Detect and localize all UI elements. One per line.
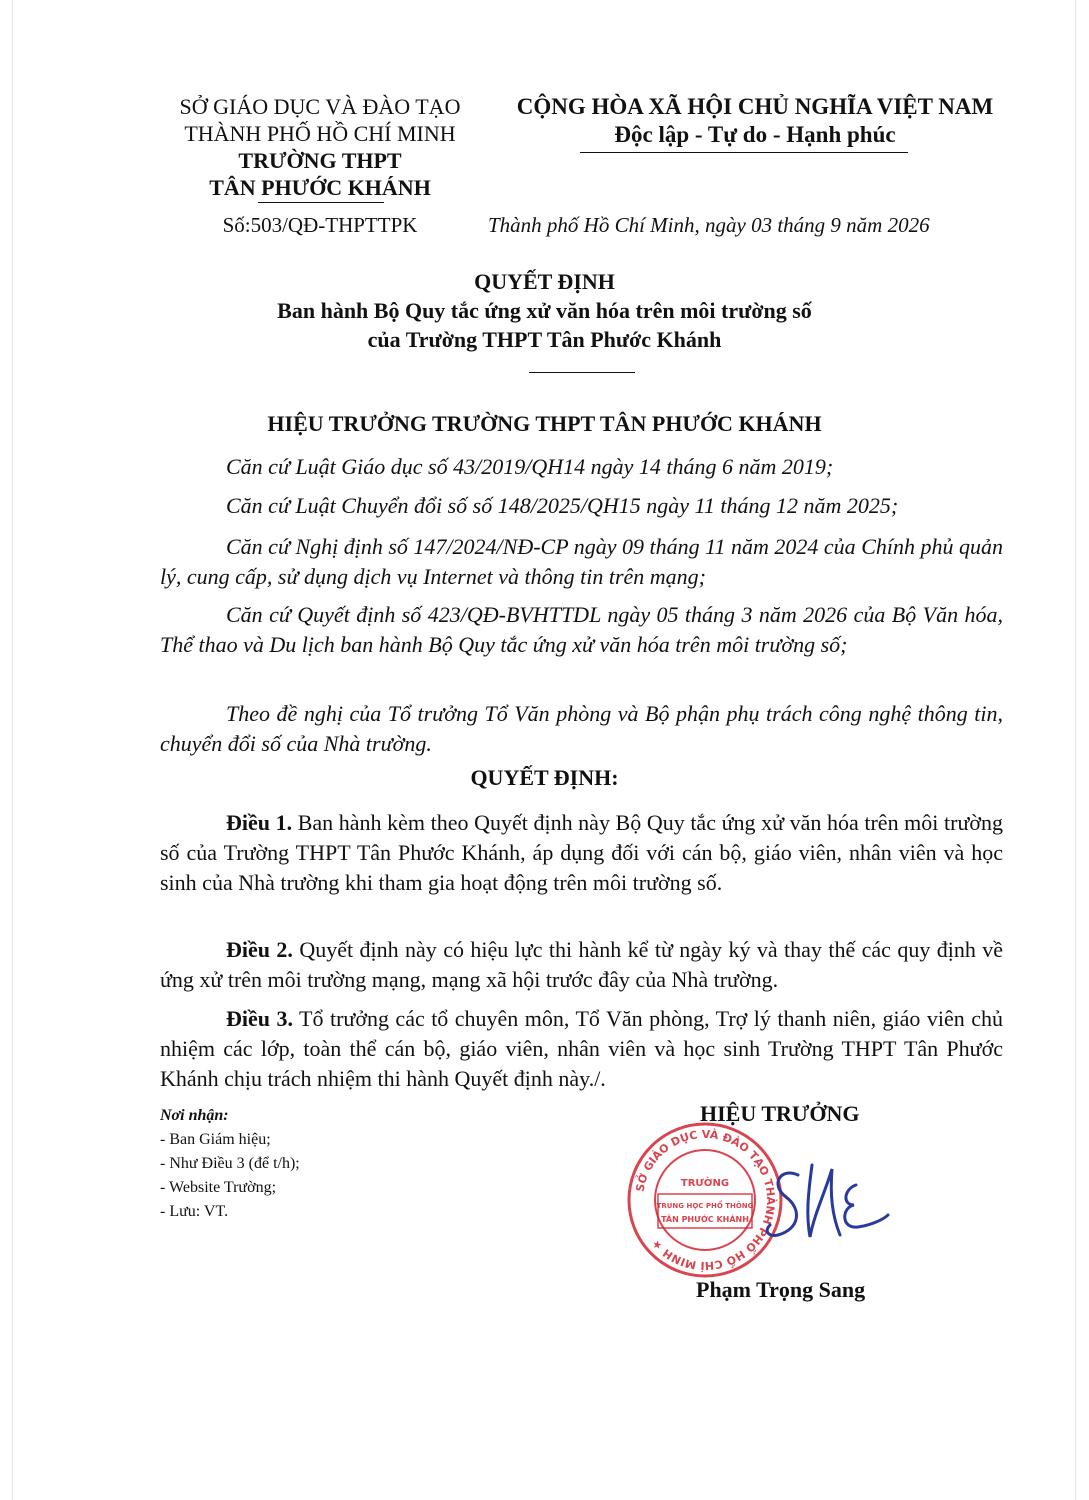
recipients xyxy=(160,1104,300,1224)
title-rule xyxy=(529,372,635,373)
recipients-heading: Nơi nhận: xyxy=(160,1107,229,1124)
national-header xyxy=(490,93,1020,149)
article-2 xyxy=(160,935,1003,995)
legal-basis-1: Căn cứ Luật Giáo dục số 43/2019/QH14 ngày 14 tháng 6 năm 2019; xyxy=(226,454,834,479)
school-line-1: TRƯỜNG THPT xyxy=(238,148,402,173)
article-3-label: Điều 3. xyxy=(226,1006,293,1031)
title-subtitle-2: của Trường THPT Tân Phước Khánh xyxy=(367,327,722,352)
title-subtitle-1: Ban hành Bộ Quy tắc ứng xử văn hóa trên môi trường số xyxy=(277,298,812,323)
place-date: Thành phố Hồ Chí Minh, ngày 03 tháng 9 năm 2026 xyxy=(488,213,930,237)
title-heading: QUYẾT ĐỊNH xyxy=(474,269,615,294)
school-underline xyxy=(258,202,384,203)
school-line-2: TÂN PHƯỚC KHÁNH xyxy=(209,175,431,200)
recipient-item: - Như Điều 3 (để t/h); xyxy=(160,1155,300,1172)
legal-basis-5: Theo đề nghị của Tổ trưởng Tổ Văn phòng và Bộ phận phụ trách công nghệ thông tin, chuyển đổi số của Nhà trường. xyxy=(160,701,1003,756)
article-2-text: Quyết định này có hiệu lực thi hành kể từ ngày ký và thay thế các quy định về ứng xử trên môi trường mạng, mạng xã hội trước đây của Nhà trường. xyxy=(160,937,1004,992)
national-motto: Độc lập - Tự do - Hạnh phúc xyxy=(614,122,896,147)
handwritten-signature xyxy=(760,1145,890,1255)
nation-name: CỘNG HÒA XÃ HỘI CHỦ NGHĨA VIỆT NAM xyxy=(516,94,994,119)
legal-basis-4: Căn cứ Quyết định số 423/QĐ-BVHTTDL ngày 05 tháng 3 năm 2026 của Bộ Văn hóa, Thể thao và Du lịch ban hành Bộ Quy tắc ứng xử văn hóa trên môi trường số; xyxy=(160,602,1003,657)
recipient-item: - Lưu: VT. xyxy=(160,1203,229,1220)
svg-text:TRƯỜNG: TRƯỜNG xyxy=(680,1178,730,1189)
article-3-text: Tổ trưởng các tổ chuyên môn, Tổ Văn phòng, Trợ lý thanh niên, giáo viên chủ nhiệm các lớp, toàn thể cán bộ, giáo viên, nhân viên và học sinh Trường THPT Tân Phước Khánh chịu trách nhiệm thi hành Quyết định này./. xyxy=(160,1006,1004,1091)
decision-heading: QUYẾT ĐỊNH: xyxy=(470,765,619,790)
agency-line-2: THÀNH PHỐ HỒ CHÍ MINH xyxy=(184,121,456,146)
svg-text:SỞ GIÁO DỤC VÀ ĐÀO TẠO THÀNH P: SỞ GIÁO DỤC VÀ ĐÀO TẠO THÀNH PHỐ HỒ CHÍ MINH ★ xyxy=(633,1127,778,1273)
document-number: Số:503/QĐ-THPTTPK xyxy=(222,213,418,237)
article-1-text: Ban hành kèm theo Quyết định này Bộ Quy tắc ứng xử văn hóa trên môi trường số của Trường THPT Tân Phước Khánh, áp dụng đối với cán bộ, giáo viên, nhân viên và học sinh của Nhà trường khi tham gia hoạt động trên môi trường số. xyxy=(160,810,1003,895)
article-1 xyxy=(160,808,1003,898)
signer-name: Phạm Trọng Sang xyxy=(696,1277,866,1302)
legal-basis-2: Căn cứ Luật Chuyển đổi số số 148/2025/QH15 ngày 11 tháng 12 năm 2025; xyxy=(226,493,899,518)
article-3 xyxy=(160,1004,1003,1094)
issuing-agency xyxy=(150,93,490,201)
svg-text:TRUNG HỌC PHỔ THÔNG: TRUNG HỌC PHỔ THÔNG xyxy=(656,1202,754,1210)
agency-line-1: SỞ GIÁO DỤC VÀ ĐÀO TẠO xyxy=(179,94,461,119)
legal-basis-3: Căn cứ Nghị định số 147/2024/NĐ-CP ngày 09 tháng 11 năm 2024 của Chính phủ quản lý, cung cấp, sử dụng dịch vụ Internet và thông tin trên mạng; xyxy=(160,534,1003,589)
document-title xyxy=(0,267,1089,354)
article-2-label: Điều 2. xyxy=(226,937,293,962)
article-1-label: Điều 1. xyxy=(226,810,293,835)
recipient-item: - Ban Giám hiệu; xyxy=(160,1131,271,1148)
signer-title: HIỆU TRƯỞNG xyxy=(700,1101,860,1126)
motto-underline xyxy=(580,152,908,153)
issuing-authority: HIỆU TRƯỞNG TRƯỜNG THPT TÂN PHƯỚC KHÁNH xyxy=(267,411,822,436)
recipient-item: - Website Trường; xyxy=(160,1179,277,1196)
svg-text:TÂN PHƯỚC KHÁNH: TÂN PHƯỚC KHÁNH xyxy=(661,1215,749,1224)
